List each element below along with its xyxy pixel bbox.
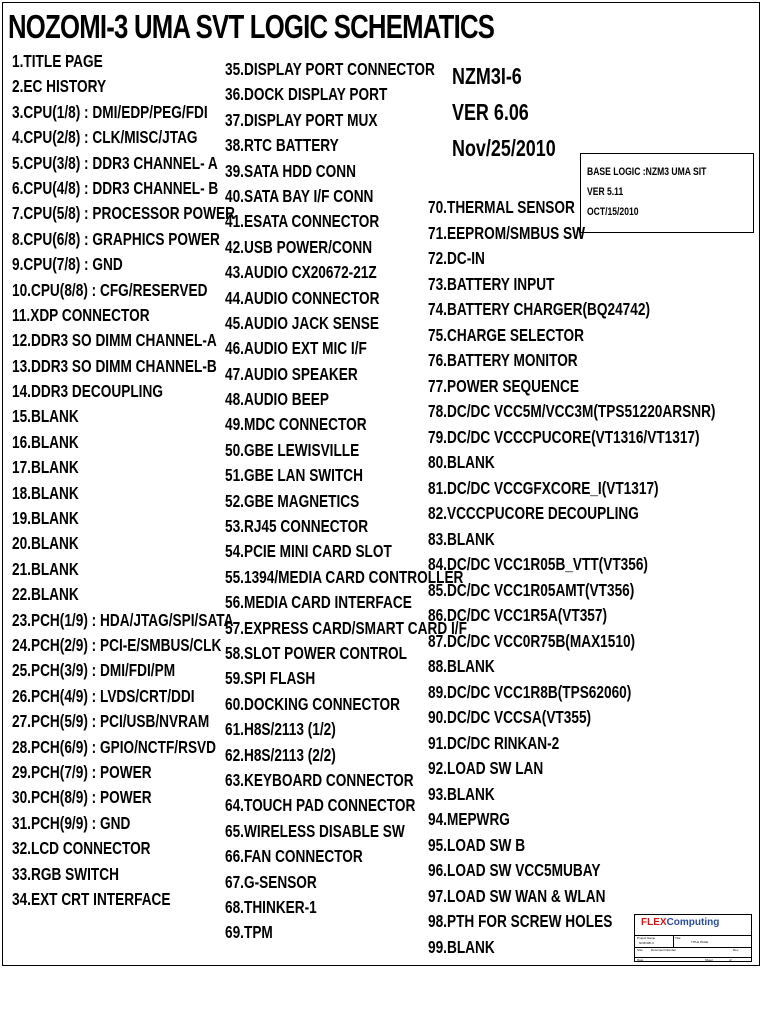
index-entry: 26.PCH(4/9) : LVDS/CRT/DDI [12,685,195,706]
index-entry: 55.1394/MEDIA CARD CONTROLLER [225,566,464,587]
index-entry: 10.CPU(8/8) : CFG/RESERVED [12,279,208,300]
index-column-3 [428,195,768,960]
index-entry: 21.BLANK [12,558,79,579]
index-entry: 19.BLANK [12,508,79,529]
index-entry: 48.AUDIO BEEP [225,389,329,410]
index-entry: 70.THERMAL SENSOR [428,197,575,217]
sheet-label: Sheet [705,958,713,962]
index-entry: 9.CPU(7/8) : GND [12,254,123,275]
base-logic-version: VER 5.11 [587,186,624,198]
index-entry: 83.BLANK [428,528,495,549]
index-entry: 24.PCH(2/9) : PCI-E/SMBUS/CLK [12,634,222,655]
date-label: Date [637,958,644,962]
index-entry: 36.DOCK DISPLAY PORT [225,84,388,105]
index-entry: 67.G-SENSOR [225,871,317,892]
index-entry: 37.DISPLAY PORT MUX [225,109,378,130]
index-entry: 73.BATTERY INPUT [428,273,555,294]
index-entry: 31.PCH(9/9) : GND [12,812,131,833]
project-label: Project Name [637,936,656,940]
index-entry: 22.BLANK [12,584,79,605]
index-entry: 54.PCIE MINI CARD SLOT [225,541,392,562]
index-entry: 66.FAN CONNECTOR [225,846,363,867]
index-entry: 62.H8S/2113 (2/2) [225,744,336,765]
index-entry: 89.DC/DC VCC1R8B(TPS62060) [428,681,632,702]
index-entry: 13.DDR3 SO DIMM CHANNEL-B [12,355,217,376]
title-label: Title [675,936,681,940]
index-entry: 14.DDR3 DECOUPLING [12,381,163,402]
index-entry: 79.DC/DC VCCCPUCORE(VT1316/VT1317) [428,426,700,447]
size-label: Size [637,948,643,952]
board-name: NZM3I-6 [452,63,522,89]
version-number: VER 6.06 [452,99,529,125]
index-entry: 68.THINKER-1 [225,896,317,917]
index-entry: 41.ESATA CONNECTOR [225,211,380,232]
index-entry: 1.TITLE PAGE [12,51,103,71]
rev-label: Rev [733,948,739,952]
index-entry: 3.CPU(1/8) : DMI/EDP/PEG/FDI [12,101,208,122]
document-label: Document Number [651,948,677,952]
version-date: Nov/25/2010 [452,135,556,161]
index-entry: 87.DC/DC VCC0R75B(MAX1510) [428,630,636,651]
index-entry: 78.DC/DC VCC5M/VCC3M(TPS51220ARSNR) [428,401,716,421]
index-entry: 51.GBE LAN SWITCH [225,465,364,486]
index-entry: 8.CPU(6/8) : GRAPHICS POWER [12,228,220,249]
index-entry: 53.RJ45 CONNECTOR [225,516,369,537]
page-title: NOZOMI-3 UMA SVT LOGIC SCHEMATICS [8,8,495,45]
index-entry: 74.BATTERY CHARGER(BQ24742) [428,299,650,319]
index-entry: 11.XDP CONNECTOR [12,304,150,325]
index-entry: 61.H8S/2113 (1/2) [225,719,336,740]
index-entry: 46.AUDIO EXT MIC I/F [225,338,367,359]
of-label: of [729,958,732,962]
title-block [634,914,752,962]
index-entry: 15.BLANK [12,406,79,427]
index-entry: 7.CPU(5/8) : PROCESSOR POWER [12,203,235,224]
index-entry: 16.BLANK [12,431,79,452]
index-entry: 27.PCH(5/9) : PCI/USB/NVRAM [12,711,210,732]
index-entry: 35.DISPLAY PORT CONNECTOR [225,59,435,79]
index-entry: 30.PCH(8/9) : POWER [12,787,152,808]
index-entry: 60.DOCKING CONNECTOR [225,693,400,714]
index-entry: 43.AUDIO CX20672-21Z [225,262,377,283]
base-logic-box [580,153,754,233]
index-entry: 28.PCH(6/9) : GPIO/NCTF/RSVD [12,736,217,757]
index-entry: 72.DC-IN [428,248,485,268]
index-entry: 17.BLANK [12,457,79,478]
index-entry: 33.RGB SWITCH [12,863,119,884]
index-entry: 58.SLOT POWER CONTROL [225,642,408,663]
index-entry: 85.DC/DC VCC1R05AMT(VT356) [428,579,635,600]
index-entry: 34.EXT CRT INTERFACE [12,888,171,909]
index-entry: 76.BATTERY MONITOR [428,350,578,370]
company-logo: FLEXComputing [641,917,720,928]
index-entry: 81.DC/DC VCCGFXCORE_I(VT1317) [428,477,659,498]
index-entry: 69.TPM [225,922,273,943]
index-entry: 99.BLANK [428,936,495,957]
index-entry: 18.BLANK [12,482,79,503]
index-entry: 39.SATA HDD CONN [225,160,356,181]
index-entry: 23.PCH(1/9) : HDA/JTAG/SPI/SATA [12,609,234,630]
index-entry: 93.BLANK [428,783,495,804]
index-entry: 94.MEPWRG [428,809,510,829]
index-entry: 95.LOAD SW B [428,834,526,855]
index-entry: 91.DC/DC RINKAN-2 [428,732,560,753]
index-entry: 64.TOUCH PAD CONNECTOR [225,795,416,816]
index-entry: 38.RTC BATTERY [225,135,339,156]
index-entry: 98.PTH FOR SCREW HOLES [428,911,613,931]
index-entry: 42.USB POWER/CONN [225,236,373,257]
index-entry: 5.CPU(3/8) : DDR3 CHANNEL- A [12,152,218,173]
index-entry: 82.VCCCPUCORE DECOUPLING [428,503,639,523]
index-entry: 71.EEPROM/SMBUS SW [428,222,586,243]
index-entry: 29.PCH(7/9) : POWER [12,761,152,782]
index-entry: 20.BLANK [12,533,79,554]
index-entry: 84.DC/DC VCC1R05B_VTT(VT356) [428,554,648,574]
project-value: NOZOMI-3 [639,941,654,945]
index-entry: 90.DC/DC VCCSA(VT355) [428,707,592,727]
index-entry: 88.BLANK [428,656,495,676]
index-entry: 75.CHARGE SELECTOR [428,324,584,345]
index-entry: 12.DDR3 SO DIMM CHANNEL-A [12,330,217,351]
index-entry: 56.MEDIA CARD INTERFACE [225,592,412,613]
index-entry: 96.LOAD SW VCC5MUBAY [428,860,601,880]
index-entry: 44.AUDIO CONNECTOR [225,287,380,308]
index-entry: 25.PCH(3/9) : DMI/FDI/PM [12,660,176,681]
index-entry: 63.KEYBOARD CONNECTOR [225,769,414,790]
index-entry: 50.GBE LEWISVILLE [225,439,360,460]
index-entry: 45.AUDIO JACK SENSE [225,312,379,333]
index-entry: 47.AUDIO SPEAKER [225,363,358,384]
index-entry: 6.CPU(4/8) : DDR3 CHANNEL- B [12,177,219,198]
index-entry: 4.CPU(2/8) : CLK/MISC/JTAG [12,127,198,148]
index-entry: 65.WIRELESS DISABLE SW [225,820,405,841]
index-entry: 80.BLANK [428,452,495,472]
index-entry: 59.SPI FLASH [225,668,316,689]
index-entry: 52.GBE MAGNETICS [225,490,360,511]
index-entry: 57.EXPRESS CARD/SMART CARD I/F [225,617,467,638]
index-entry: 49.MDC CONNECTOR [225,414,367,435]
index-entry: 2.EC HISTORY [12,76,107,97]
base-logic-line: BASE LOGIC :NZM3 UMA SIT [587,166,707,178]
index-entry: 86.DC/DC VCC1R5A(VT357) [428,605,608,625]
index-entry: 92.LOAD SW LAN [428,758,544,778]
base-logic-date: OCT/15/2010 [587,206,639,218]
title-value: TITLE PAGE [691,940,709,944]
version-info [452,58,585,166]
index-entry: 77.POWER SEQUENCE [428,375,579,396]
index-entry: 97.LOAD SW WAN & WLAN [428,885,606,906]
index-entry: 32.LCD CONNECTOR [12,838,151,859]
index-entry: 40.SATA BAY I/F CONN [225,185,374,206]
